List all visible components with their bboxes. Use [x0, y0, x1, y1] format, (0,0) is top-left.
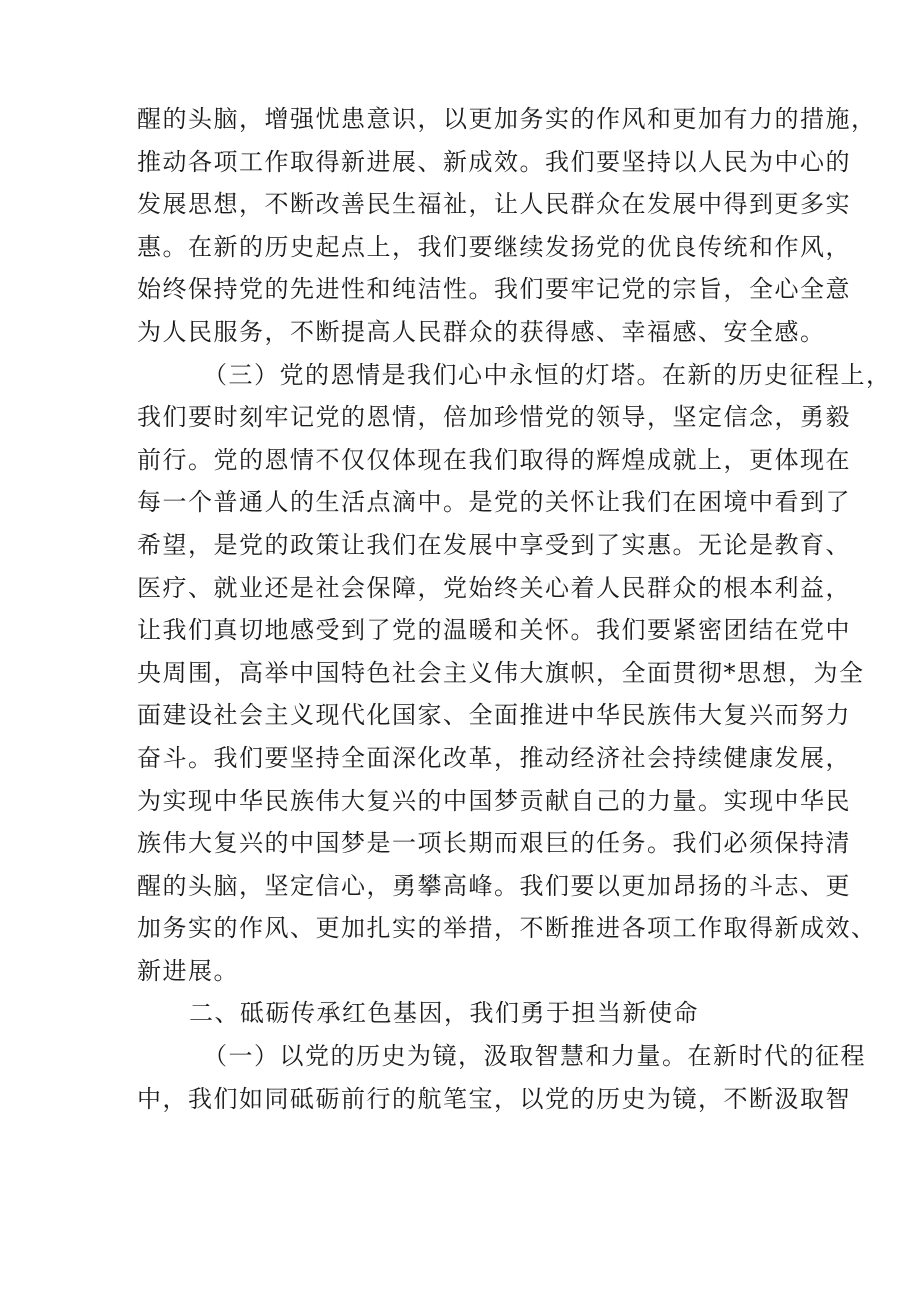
subsection-heading-1: （一）以党的历史为镜，汲取智慧和力量。在新时代的征程	[203, 1042, 866, 1071]
text-line: 我们要时刻牢记党的恩情，倍加珍惜党的领导，坚定信念，勇毅	[137, 403, 851, 432]
text-line: 为实现中华民族伟大复兴的中国梦贡献自己的力量。实现中华民	[137, 786, 851, 815]
text-line: 央周围，高举中国特色社会主义伟大旗帜，全面贯彻*思想，为全	[137, 658, 865, 687]
text-line: 族伟大复兴的中国梦是一项长期而艰巨的任务。我们必须保持清	[137, 829, 851, 858]
text-line: 为人民服务，不断提高人民群众的获得感、幸福感、安全感。	[137, 317, 826, 346]
text-line: 始终保持党的先进性和纯洁性。我们要牢记党的宗旨，全心全意	[137, 275, 851, 304]
text-line: 醒的头脑，坚定信心，勇攀高峰。我们要以更加昂扬的斗志、更	[137, 871, 851, 900]
subsection-heading-3: （三）党的恩情是我们心中永恒的灯塔。在新的历史征程上，	[203, 360, 892, 389]
text-line: 医疗、就业还是社会保障，党始终关心着人民群众的根本利益，	[137, 573, 851, 602]
text-line: 让我们真切地感受到了党的温暖和关怀。我们要紧密团结在党中	[137, 616, 851, 645]
text-line: 醒的头脑，增强忧患意识，以更加务实的作风和更加有力的措施，	[137, 105, 877, 133]
text-line: 面建设社会主义现代化国家、全面推进中华民族伟大复兴而努力	[137, 701, 851, 730]
section-heading-2: 二、砥砺传承红色基因，我们勇于担当新使命	[189, 999, 699, 1028]
text-line: 加务实的作风、更加扎实的举措，不断推进各项工作取得新成效、	[137, 914, 877, 943]
text-line: 中，我们如同砥砺前行的航笔宝，以党的历史为镜，不断汲取智	[137, 1084, 851, 1113]
text-line: 希望，是党的政策让我们在发展中享受到了实惠。无论是教育、	[137, 530, 851, 559]
text-line: 奋斗。我们要坚持全面深化改革，推动经济社会持续健康发展，	[137, 743, 851, 772]
text-line: 每一个普通人的生活点滴中。是党的关怀让我们在困境中看到了	[137, 488, 851, 517]
text-line: 前行。党的恩情不仅仅体现在我们取得的辉煌成就上，更体现在	[137, 445, 851, 474]
text-line: 推动各项工作取得新进展、新成效。我们要坚持以人民为中心的	[137, 147, 851, 176]
text-line: 惠。在新的历史起点上，我们要继续发扬党的优良传统和作风，	[137, 232, 851, 261]
text-line: 新进展。	[137, 956, 239, 985]
body-text	[137, 98, 892, 1120]
text-line: 发展思想，不断改善民生福祉，让人民群众在发展中得到更多实	[137, 190, 851, 219]
